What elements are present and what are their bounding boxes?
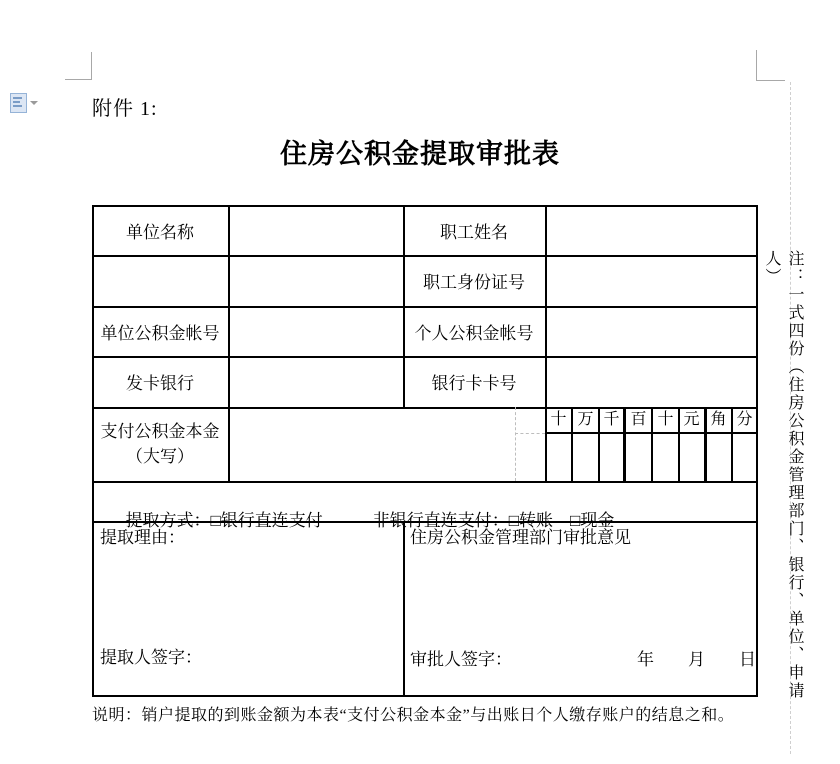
withdraw-reason-label: 提取理由：: [100, 528, 185, 547]
issuing-bank-value: [228, 356, 403, 407]
amount-digit-header: 十: [550, 411, 567, 428]
unit-name-value: [228, 205, 403, 255]
approval-form-table: [92, 205, 758, 697]
amount-digit-header: 十: [657, 411, 674, 428]
paste-options-button[interactable]: [10, 92, 46, 114]
hidden-grid-line: [515, 433, 545, 434]
chevron-down-icon: [30, 101, 38, 105]
issuing-bank-label: 发卡银行: [126, 374, 194, 393]
corner-mark-top-left-v: [91, 52, 92, 80]
attachment-label: 附件 1:: [92, 98, 158, 120]
employee-id-value: [545, 255, 758, 306]
withdraw-method-label: 提取方式：□银行直连支付: [125, 511, 323, 530]
amount-digit-header: 元: [683, 411, 700, 428]
employee-name-label: 职工姓名: [440, 222, 508, 242]
non-direct-method-label: 非银行直连支付：□转账 □现金: [372, 511, 615, 530]
unit-fund-account-label: 单位公积金帐号: [100, 323, 220, 343]
page-title: 住房公积金提取审批表: [280, 139, 560, 169]
unit-fund-account-value: [228, 306, 403, 356]
hidden-grid-line: [515, 407, 516, 481]
principal-label-line2: （大写）: [126, 447, 194, 466]
corner-mark-top-right-h: [756, 80, 785, 81]
unit-name-label: 单位名称: [126, 222, 194, 242]
grid-line: [92, 695, 758, 697]
approval-opinion-label: 住房公积金管理部门审批意见: [410, 528, 631, 547]
amount-digit-header: 万: [577, 411, 594, 428]
amount-digit-header: 分: [736, 411, 753, 428]
amount-digit-header: 千: [603, 411, 620, 428]
personal-fund-account-label: 个人公积金帐号: [414, 323, 534, 343]
date-label: 年 月 日: [637, 650, 756, 669]
corner-mark-top-right-v: [756, 50, 757, 81]
paste-options-icon: [10, 93, 27, 113]
bank-card-no-label: 银行卡卡号: [431, 374, 517, 393]
employee-id-label: 职工身份证号: [423, 273, 525, 292]
side-note-vertical: 注：一式四份（住房公积金管理部门、银行、单位、申请人）: [763, 250, 803, 700]
principal-label-line1: 支付公积金本金: [100, 422, 220, 441]
amount-digit-header: 百: [630, 411, 647, 428]
grid-line: [92, 481, 758, 483]
withdrawer-signature-label: 提取人签字：: [100, 648, 202, 667]
corner-mark-top-left-h: [65, 79, 92, 80]
bottom-note: 说明：销户提取的到账金额为本表“支付公积金本金”与出账日个人缴存账户的结息之和。: [92, 707, 735, 724]
bank-card-no-value: [545, 356, 758, 407]
employee-name-value: [545, 205, 758, 255]
personal-fund-account-value: [545, 306, 758, 356]
amount-digit-header: 角: [710, 411, 727, 428]
approver-signature-label: 审批人签字：: [410, 650, 512, 669]
